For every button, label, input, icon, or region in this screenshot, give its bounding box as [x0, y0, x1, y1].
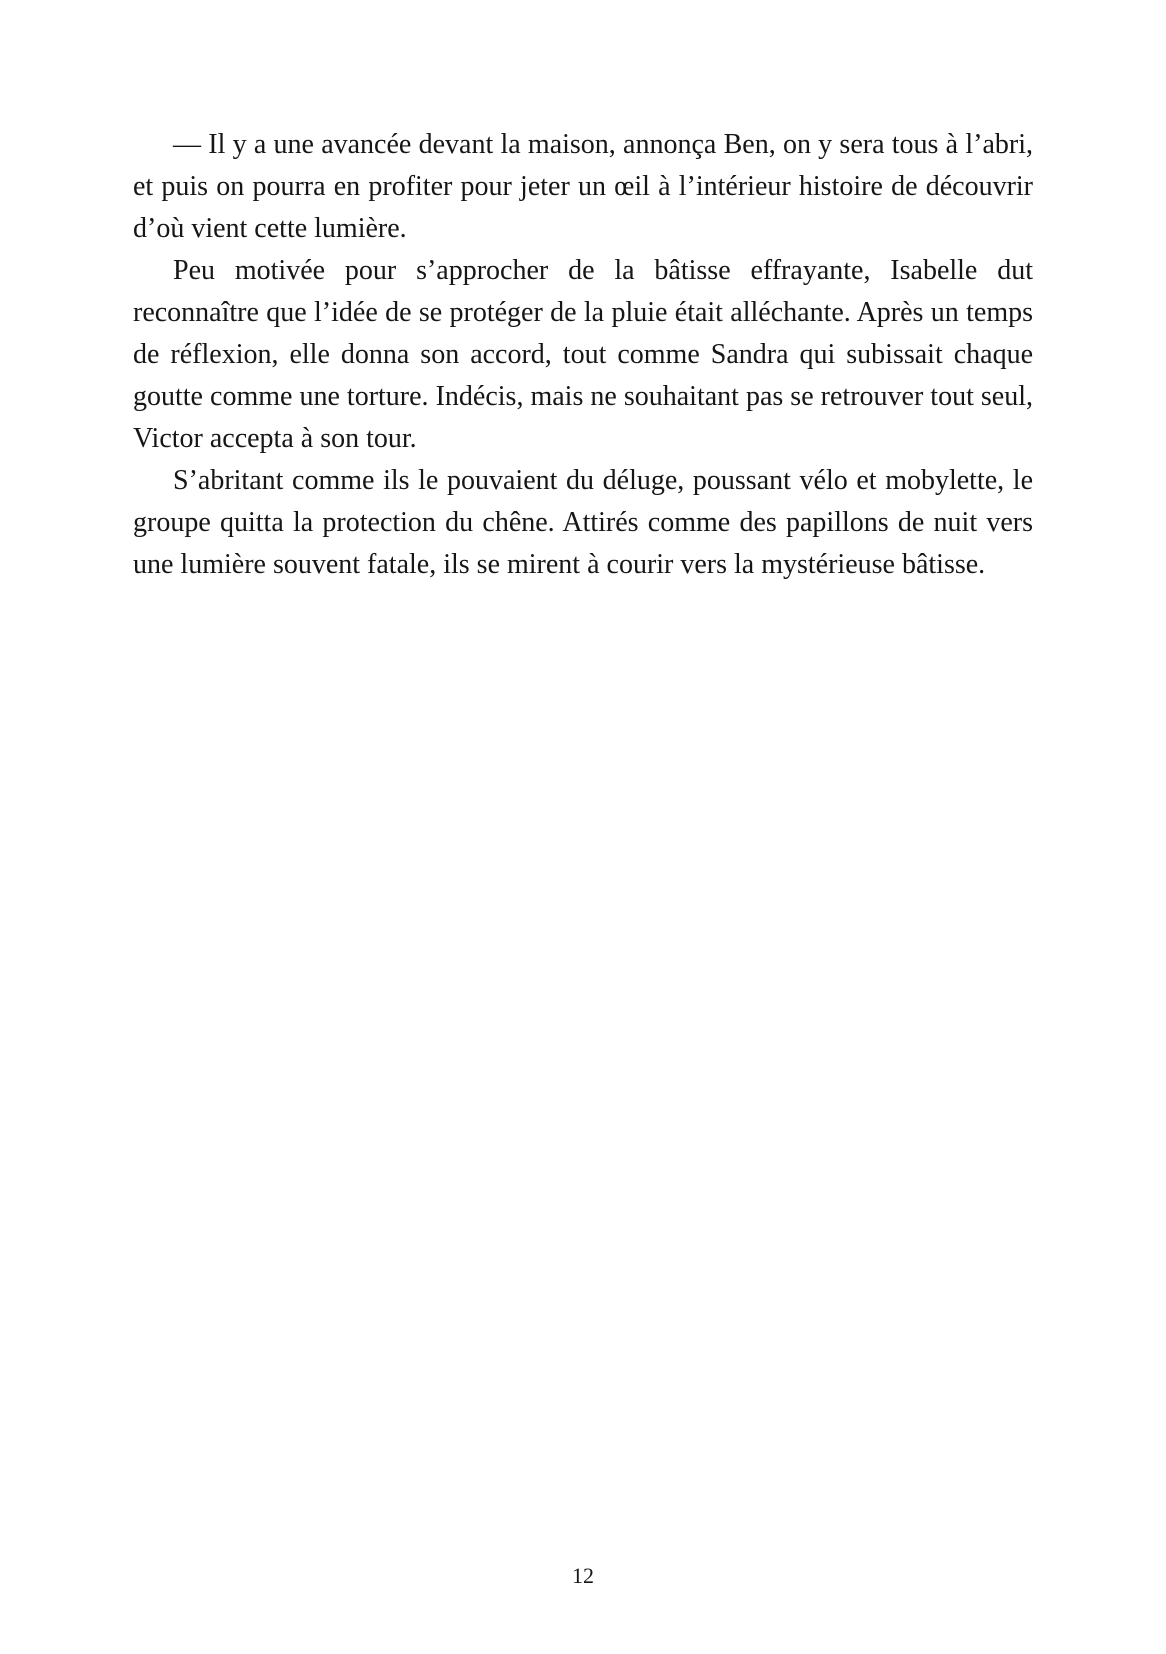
paragraph-dialogue: — Il y a une avancée devant la maison, annonça Ben, on y sera tous à l’abri, et puis on pourra en profiter pour jeter un œil à l’intérieur histoire de découvrir d’où vient cette lumière.	[133, 129, 1033, 244]
page-number: 12	[572, 1563, 594, 1588]
paragraph-narration: Peu motivée pour s’approcher de la bâtisse effrayante, Isabelle dut reconnaître que l’idée de se protéger de la pluie était alléchante. Après un temps de réflexion, elle donna son accord, tout comme Sandra qui subissait chaque goutte comme une torture. Indécis, mais ne souhaitant pas se retrouver tout seul, Victor accepta à son tour.	[133, 255, 1033, 454]
body-text	[133, 124, 1033, 586]
paragraph-narration: S’abritant comme ils le pouvaient du déluge, poussant vélo et mobylette, le groupe quitta la protection du chêne. Attirés comme des papillons de nuit vers une lumière souvent fatale, ils se mirent à courir vers la mystérieuse bâtisse.	[133, 465, 1033, 580]
